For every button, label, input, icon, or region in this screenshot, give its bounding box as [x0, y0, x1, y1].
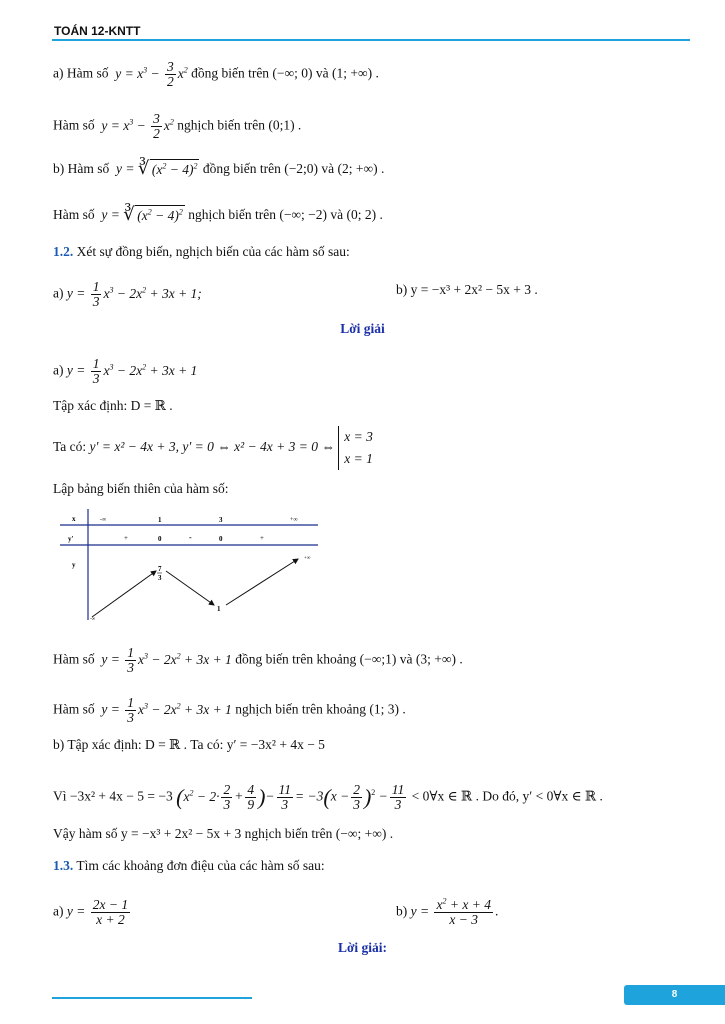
conclusion-nghich-bien: Hàm số y = $\frac{1}{3}$ $x^3 - 2x^2 + 3x + 1$ nghịch biến trên khoảng (1; 3) . — [53, 695, 406, 725]
arrow-up-2 — [226, 559, 298, 605]
y-min-value: 1 — [217, 605, 221, 613]
line-b-nghich-bien: Hàm số y = ∛ $(x^2 - 4)^2$ nghịch biến trên (−∞; −2) và (0; 2) . — [53, 203, 383, 224]
arrow-down — [166, 571, 214, 605]
line-b-dong-bien: b) Hàm số y = ∛ $(x^2 - 4)^2$ đồng biến trên (−2;0) và (2; +∞) . — [53, 157, 385, 178]
domain-a: Tập xác định: D = ℝ . — [53, 398, 173, 413]
page-header-title: TOÁN 12-KNTT — [54, 24, 141, 38]
conclusion-dong-bien: Hàm số y = $\frac{1}{3}$ $x^3 - 2x^2 + 3x + 1$ đồng biến trên khoảng (−∞;1) và (3; +∞) . — [53, 645, 463, 675]
root-2: x = 1 — [344, 451, 373, 466]
line-text: nghịch biến trên khoảng (1; 3) . — [235, 701, 406, 717]
x-value: -∞ — [100, 517, 107, 523]
sign: + — [124, 534, 128, 542]
table-yprime-label: y' — [68, 535, 74, 543]
line-text: đồng biến trên (−∞; 0) và (1; +∞) . — [191, 65, 379, 81]
exercise-1-2-part-a: a) y = $\frac{1}{3}$ $x^3 - 2x^2 + 3x + 1$; — [53, 279, 202, 309]
derivative-a — [53, 426, 373, 470]
sign: 0 — [219, 535, 223, 543]
line-text: Hàm số — [53, 701, 95, 717]
line-text: b) Hàm số — [53, 161, 110, 176]
footer-divider — [52, 997, 252, 999]
line-text: nghịch biến trên (0;1) . — [177, 117, 302, 133]
header-divider — [52, 39, 690, 41]
y-right-value: +∞ — [304, 556, 311, 561]
exercise-number: 1.2. — [53, 244, 74, 259]
domain-b: b) Tập xác định: D = ℝ . Ta có: y′ = −3x² + 4x − 5 — [53, 737, 325, 752]
page-number: 8 — [624, 985, 725, 1005]
solution-title-2: Lời giải: — [337, 940, 388, 955]
exercise-text: Tìm các khoảng đơn điệu của các hàm số sau: — [76, 858, 325, 873]
root-1: x = 3 — [344, 429, 373, 444]
derivative-expression: y′ = x² − 4x + 3, y′ = 0 ⇔ x² − 4x + 3 = 0 ⇔ — [89, 439, 335, 455]
sign: 0 — [158, 535, 162, 543]
proof-b: Vì −3x² + 4x − 5 = −3 ($x^2 - 2\cdot$ $\frac{2}{3}$ + $\frac{4}{9}$ )− $\frac{11}{3}$ = −3(x − $\frac{2}{3}$ )$^2$ − $\frac{11}{3}$ < 0∀x ∈ ℝ . Do đó, y′ < 0∀x ∈ ℝ . — [53, 782, 603, 812]
y-left-value: -∞ — [90, 617, 96, 620]
variation-table — [60, 505, 320, 620]
y-max-numerator: 7 — [158, 565, 162, 573]
line-text: < 0∀x ∈ ℝ . Do đó, y′ < 0∀x ∈ ℝ . — [411, 788, 603, 804]
line-text: a) Hàm số — [53, 65, 109, 81]
exercise-1-2-part-b: b) y = −x³ + 2x² − 5x + 3 . — [396, 282, 538, 297]
solution-title: Lời giải — [340, 321, 385, 336]
exercise-1-3-part-b: b) y = $\frac{x^2 + x + 4}{x - 3}$ . — [396, 896, 499, 927]
arrow-up-1 — [92, 571, 156, 617]
y-max-denominator: 3 — [158, 574, 162, 582]
line-a-nghich-bien: Hàm số $y = x^3$ − $\frac{3}{2}$ $x^2$ nghịch biến trên (0;1) . — [53, 111, 302, 141]
sign: - — [189, 533, 192, 542]
table-y-label: y — [72, 561, 76, 569]
line-text: đồng biến trên (−2;0) và (2; +∞) . — [202, 161, 385, 176]
line-text: nghịch biến trên (−∞; −2) và (0; 2) . — [188, 207, 383, 222]
line-text: Hàm số — [53, 117, 95, 133]
exercise-number: 1.3. — [53, 858, 74, 873]
x-value: 1 — [158, 516, 162, 524]
line-a-dong-bien: a) Hàm số $y = x^3$ − $\frac{3}{2}$ $x^2$ đồng biến trên (−∞; 0) và (1; +∞) . — [53, 59, 379, 89]
exercise-1-3-part-a: a) y = $\frac{2x - 1}{x + 2}$ — [53, 897, 129, 927]
solution-a-function: a) y = $\frac{1}{3}$ $x^3 - 2x^2 + 3x + 1$ — [53, 356, 198, 386]
line-text: Hàm số — [53, 207, 95, 222]
variation-table-intro: Lập bảng biến thiên của hàm số: — [53, 481, 229, 496]
sign: + — [260, 534, 264, 542]
exercise-text: Xét sự đồng biến, nghịch biến của các hàm số sau: — [76, 244, 350, 259]
conclusion-b: Vậy hàm số y = −x³ + 2x² − 5x + 3 nghịch biến trên (−∞; +∞) . — [53, 826, 394, 841]
table-x-label: x — [72, 515, 76, 523]
exercise-1-2-heading — [53, 244, 350, 260]
x-value: +∞ — [290, 517, 298, 523]
line-text: Vì −3x² + 4x − 5 = −3 — [53, 788, 173, 804]
x-value: 3 — [219, 516, 223, 524]
line-text: Ta có: — [53, 439, 87, 455]
solution-system — [338, 426, 373, 470]
exercise-1-3-heading — [53, 858, 325, 874]
line-text: đồng biến trên khoảng (−∞;1) và (3; +∞) . — [235, 651, 463, 667]
line-text: Hàm số — [53, 651, 95, 667]
